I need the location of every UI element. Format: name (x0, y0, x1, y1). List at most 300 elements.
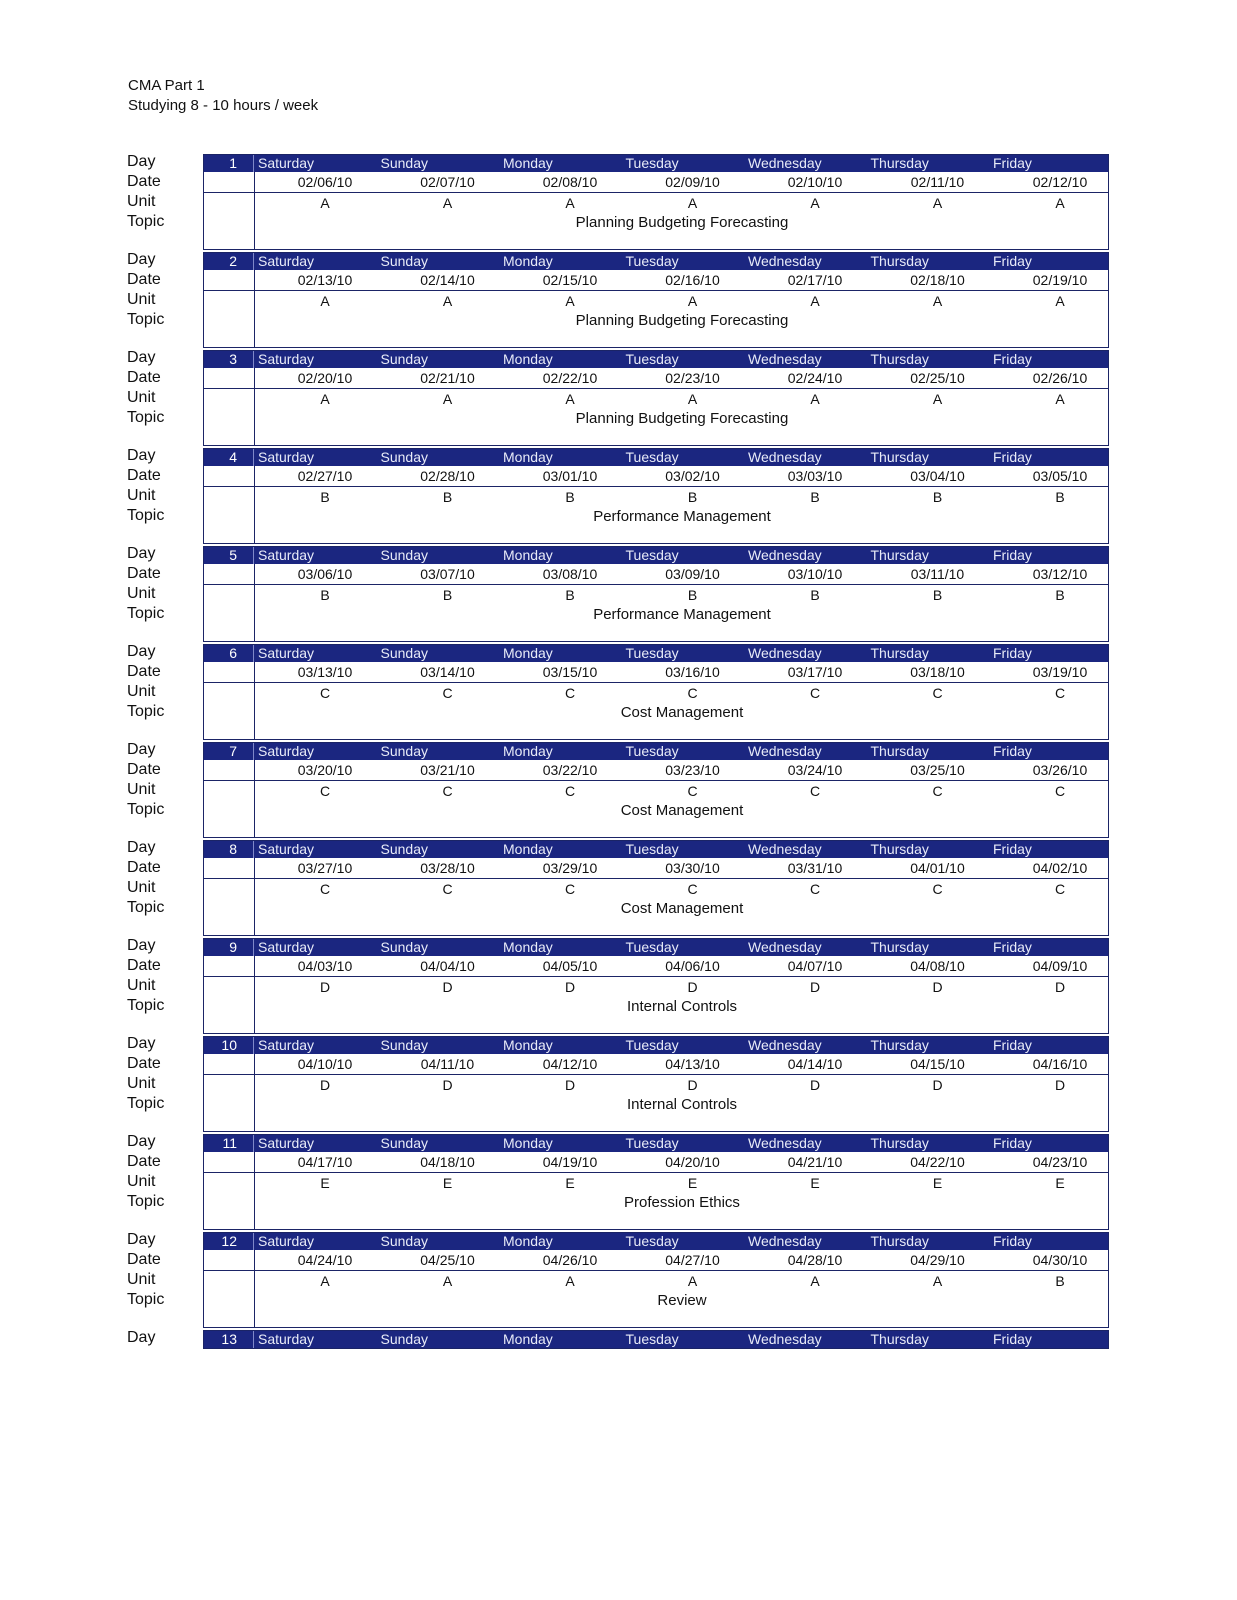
date-cell: 04/13/10 (665, 1056, 720, 1072)
day-header-row (204, 547, 1108, 564)
unit-row (204, 1271, 1108, 1291)
day-name: Wednesday (748, 1233, 822, 1249)
row-label-topic: Topic (127, 213, 165, 230)
date-row (204, 956, 1108, 977)
date-cell: 02/08/10 (542, 174, 598, 190)
day-name: Wednesday (748, 939, 822, 955)
date-cell: 02/24/10 (787, 370, 843, 386)
date-cell: 02/21/10 (420, 370, 475, 386)
week-number: 9 (204, 939, 254, 956)
unit-cell: D (687, 1077, 698, 1093)
week-table (203, 840, 1109, 936)
row-label-day: Day (127, 1329, 156, 1346)
day-name: Sunday (380, 841, 428, 857)
unit-cell: C (809, 685, 821, 701)
topic-text: Cost Management (620, 802, 744, 819)
date-cell: 03/21/10 (420, 762, 475, 778)
topic-text: Profession Ethics (624, 1194, 740, 1211)
day-name: Wednesday (748, 841, 822, 857)
day-name: Tuesday (625, 253, 679, 269)
unit-cell: D (319, 979, 331, 995)
date-cell: 02/16/10 (665, 272, 720, 288)
day-name: Friday (993, 1037, 1032, 1053)
row-label-date: Date (127, 663, 161, 680)
date-cell: 03/25/10 (910, 762, 965, 778)
day-name: Tuesday (625, 547, 679, 563)
unit-cell: E (565, 1175, 575, 1191)
date-cell: 04/27/10 (665, 1252, 720, 1268)
date-cell: 04/15/10 (910, 1056, 965, 1072)
date-cell: 04/23/10 (1032, 1154, 1088, 1170)
unit-cell: A (1055, 391, 1065, 407)
unit-cell: E (1055, 1175, 1065, 1191)
day-name: Tuesday (625, 1135, 679, 1151)
row-label-topic: Topic (127, 507, 165, 524)
unit-row (204, 683, 1108, 703)
unit-cell: A (565, 293, 575, 309)
date-cell: 04/21/10 (787, 1154, 843, 1170)
date-cell: 04/10/10 (297, 1056, 353, 1072)
unit-cell: C (442, 881, 453, 897)
unit-cell: D (442, 979, 453, 995)
day-name: Monday (503, 743, 553, 759)
day-header-row (204, 743, 1108, 760)
unit-cell: B (320, 587, 330, 603)
unit-cell: C (564, 881, 576, 897)
day-name: Monday (503, 1135, 553, 1151)
day-name: Monday (503, 547, 553, 563)
row-label-day: Day (127, 1133, 156, 1150)
day-name: Saturday (258, 939, 315, 955)
unit-cell: A (565, 391, 575, 407)
unit-cell: C (1054, 783, 1066, 799)
date-cell: 03/12/10 (1032, 566, 1088, 582)
date-cell: 03/06/10 (297, 566, 353, 582)
day-name: Friday (993, 547, 1032, 563)
unit-cell: C (442, 783, 453, 799)
date-row (204, 368, 1108, 389)
date-cell: 03/03/10 (787, 468, 843, 484)
day-name: Sunday (380, 253, 428, 269)
row-label-day: Day (127, 937, 156, 954)
row-label-topic: Topic (127, 899, 165, 916)
day-name: Tuesday (625, 743, 679, 759)
unit-cell: B (932, 587, 943, 603)
date-cell: 04/18/10 (420, 1154, 475, 1170)
unit-cell: A (687, 293, 698, 309)
day-name: Friday (993, 253, 1032, 269)
day-name: Friday (993, 841, 1032, 857)
row-label-day: Day (127, 1231, 156, 1248)
day-name: Saturday (258, 1037, 315, 1053)
week-table (203, 1330, 1109, 1349)
day-name: Friday (993, 743, 1032, 759)
row-label-date: Date (127, 859, 161, 876)
day-name: Wednesday (748, 645, 822, 661)
week-number: 1 (204, 155, 254, 172)
unit-cell: E (320, 1175, 330, 1191)
unit-cell: D (687, 979, 698, 995)
day-name: Saturday (258, 351, 315, 367)
unit-cell: A (810, 1273, 820, 1289)
unit-cell: B (442, 489, 453, 505)
day-name: Saturday (258, 449, 315, 465)
day-name: Wednesday (748, 1037, 822, 1053)
unit-cell: C (564, 685, 576, 701)
row-label-unit: Unit (127, 291, 156, 308)
row-label-unit: Unit (127, 389, 156, 406)
day-name: Sunday (380, 645, 428, 661)
unit-cell: A (932, 293, 943, 309)
unit-cell: B (810, 489, 820, 505)
date-cell: 02/27/10 (297, 468, 353, 484)
date-cell: 03/28/10 (420, 860, 475, 876)
row-label-day: Day (127, 447, 156, 464)
unit-cell: C (932, 783, 943, 799)
week-table (203, 742, 1109, 838)
date-cell: 03/24/10 (787, 762, 843, 778)
row-label-unit: Unit (127, 1075, 156, 1092)
unit-cell: C (564, 783, 576, 799)
row-label-date: Date (127, 1153, 161, 1170)
unit-cell: B (1055, 587, 1065, 603)
week-table (203, 938, 1109, 1034)
day-name: Tuesday (625, 351, 679, 367)
unit-row (204, 585, 1108, 605)
unit-cell: B (1055, 489, 1065, 505)
date-cell: 03/14/10 (420, 664, 475, 680)
day-name: Monday (503, 155, 553, 171)
week-number: 11 (204, 1135, 254, 1152)
day-name: Tuesday (625, 1037, 679, 1053)
day-header-row (204, 253, 1108, 270)
day-name: Thursday (870, 1331, 929, 1347)
day-name: Friday (993, 1135, 1032, 1151)
date-cell: 02/28/10 (420, 468, 475, 484)
row-label-day: Day (127, 153, 156, 170)
row-label-date: Date (127, 761, 161, 778)
day-name: Thursday (870, 253, 929, 269)
topic-text: Cost Management (620, 900, 744, 917)
day-name: Thursday (870, 1135, 929, 1151)
unit-cell: D (564, 979, 576, 995)
day-name: Wednesday (748, 547, 822, 563)
day-name: Saturday (258, 1233, 315, 1249)
unit-cell: C (687, 685, 698, 701)
day-name: Friday (993, 1331, 1032, 1347)
date-cell: 04/02/10 (1032, 860, 1088, 876)
document-title: CMA Part 1 (128, 77, 205, 94)
unit-row (204, 291, 1108, 311)
date-cell: 02/07/10 (420, 174, 475, 190)
unit-cell: B (442, 587, 453, 603)
unit-cell: C (319, 881, 331, 897)
row-label-topic: Topic (127, 801, 165, 818)
day-name: Wednesday (748, 351, 822, 367)
unit-cell: C (319, 783, 331, 799)
day-name: Saturday (258, 547, 315, 563)
date-cell: 03/18/10 (910, 664, 965, 680)
unit-row (204, 1173, 1108, 1193)
day-header-row (204, 1331, 1108, 1348)
day-header-row (204, 1233, 1108, 1250)
day-name: Monday (503, 645, 553, 661)
date-cell: 03/04/10 (910, 468, 965, 484)
day-name: Sunday (380, 743, 428, 759)
document-header (128, 76, 318, 116)
date-cell: 04/26/10 (542, 1252, 598, 1268)
day-name: Friday (993, 1233, 1032, 1249)
unit-cell: A (565, 1273, 575, 1289)
day-name: Thursday (870, 351, 929, 367)
date-cell: 04/28/10 (787, 1252, 843, 1268)
row-label-day: Day (127, 1035, 156, 1052)
date-cell: 04/22/10 (910, 1154, 965, 1170)
day-name: Wednesday (748, 1135, 822, 1151)
unit-cell: D (809, 979, 821, 995)
row-label-unit: Unit (127, 585, 156, 602)
unit-cell: A (687, 1273, 698, 1289)
row-label-day: Day (127, 545, 156, 562)
unit-row (204, 781, 1108, 801)
date-cell: 03/07/10 (420, 566, 475, 582)
day-header-row (204, 939, 1108, 956)
unit-cell: C (932, 685, 943, 701)
week-table (203, 154, 1109, 250)
day-header-row (204, 449, 1108, 466)
unit-cell: A (687, 195, 698, 211)
day-name: Thursday (870, 1233, 929, 1249)
day-name: Tuesday (625, 155, 679, 171)
date-cell: 02/15/10 (542, 272, 598, 288)
unit-cell: A (320, 293, 330, 309)
unit-cell: B (932, 489, 943, 505)
date-row (204, 1152, 1108, 1173)
row-label-date: Date (127, 1055, 161, 1072)
unit-cell: B (565, 587, 575, 603)
day-header-row (204, 841, 1108, 858)
row-label-topic: Topic (127, 703, 165, 720)
date-cell: 04/17/10 (297, 1154, 353, 1170)
unit-cell: C (319, 685, 331, 701)
unit-cell: C (1054, 685, 1066, 701)
unit-cell: C (809, 881, 821, 897)
day-name: Friday (993, 939, 1032, 955)
row-label-unit: Unit (127, 1173, 156, 1190)
row-label-day: Day (127, 251, 156, 268)
day-header-row (204, 1135, 1108, 1152)
day-name: Friday (993, 645, 1032, 661)
row-label-day: Day (127, 349, 156, 366)
topic-text: Cost Management (620, 704, 744, 721)
row-label-topic: Topic (127, 311, 165, 328)
date-cell: 03/20/10 (297, 762, 353, 778)
day-name: Monday (503, 1037, 553, 1053)
unit-cell: C (932, 881, 943, 897)
day-name: Monday (503, 351, 553, 367)
topic-text: Planning Budgeting Forecasting (575, 214, 789, 231)
day-name: Saturday (258, 743, 315, 759)
week-number: 3 (204, 351, 254, 368)
day-name: Sunday (380, 1135, 428, 1151)
date-cell: 03/27/10 (297, 860, 353, 876)
unit-cell: C (809, 783, 821, 799)
row-label-date: Date (127, 467, 161, 484)
row-label-unit: Unit (127, 193, 156, 210)
unit-cell: D (564, 1077, 576, 1093)
day-name: Thursday (870, 547, 929, 563)
week-table (203, 1134, 1109, 1230)
date-cell: 03/16/10 (665, 664, 720, 680)
unit-cell: D (932, 979, 943, 995)
unit-cell: D (932, 1077, 943, 1093)
date-cell: 04/12/10 (542, 1056, 598, 1072)
unit-cell: A (932, 391, 943, 407)
date-cell: 02/11/10 (910, 174, 965, 190)
unit-row (204, 487, 1108, 507)
row-label-topic: Topic (127, 1291, 165, 1308)
unit-cell: C (687, 783, 698, 799)
date-cell: 03/26/10 (1032, 762, 1088, 778)
date-row (204, 466, 1108, 487)
row-label-unit: Unit (127, 977, 156, 994)
day-name: Saturday (258, 645, 315, 661)
day-header-row (204, 351, 1108, 368)
day-name: Wednesday (748, 449, 822, 465)
topic-text: Performance Management (593, 508, 771, 525)
date-cell: 02/20/10 (297, 370, 353, 386)
date-cell: 03/29/10 (542, 860, 598, 876)
row-label-topic: Topic (127, 605, 165, 622)
day-name: Tuesday (625, 1233, 679, 1249)
date-cell: 04/14/10 (787, 1056, 843, 1072)
date-cell: 02/23/10 (665, 370, 720, 386)
date-cell: 02/10/10 (787, 174, 843, 190)
unit-cell: B (687, 587, 698, 603)
row-label-date: Date (127, 1251, 161, 1268)
unit-cell: E (932, 1175, 943, 1191)
topic-text: Internal Controls (626, 998, 738, 1015)
day-name: Thursday (870, 939, 929, 955)
week-number: 6 (204, 645, 254, 662)
unit-cell: A (1055, 195, 1065, 211)
date-cell: 04/03/10 (297, 958, 353, 974)
day-name: Saturday (258, 841, 315, 857)
date-cell: 03/09/10 (665, 566, 720, 582)
date-cell: 02/12/10 (1032, 174, 1088, 190)
day-name: Thursday (870, 155, 929, 171)
unit-cell: B (810, 587, 820, 603)
unit-cell: A (810, 195, 820, 211)
date-cell: 03/19/10 (1032, 664, 1088, 680)
day-name: Saturday (258, 253, 315, 269)
date-cell: 03/23/10 (665, 762, 720, 778)
row-label-topic: Topic (127, 1193, 165, 1210)
date-cell: 04/30/10 (1032, 1252, 1088, 1268)
row-label-unit: Unit (127, 1271, 156, 1288)
topic-text: Review (657, 1292, 707, 1309)
day-name: Tuesday (625, 1331, 679, 1347)
week-number: 7 (204, 743, 254, 760)
row-label-day: Day (127, 643, 156, 660)
week-number: 10 (204, 1037, 254, 1054)
date-cell: 03/30/10 (665, 860, 720, 876)
row-label-date: Date (127, 565, 161, 582)
date-cell: 02/14/10 (420, 272, 475, 288)
row-label-day: Day (127, 741, 156, 758)
topic-text: Performance Management (593, 606, 771, 623)
date-row (204, 662, 1108, 683)
date-cell: 02/09/10 (665, 174, 720, 190)
day-name: Sunday (380, 351, 428, 367)
date-row (204, 172, 1108, 193)
week-number: 5 (204, 547, 254, 564)
unit-cell: D (1054, 979, 1066, 995)
date-cell: 03/08/10 (542, 566, 598, 582)
unit-cell: A (442, 293, 453, 309)
day-name: Sunday (380, 1233, 428, 1249)
day-name: Thursday (870, 645, 929, 661)
day-name: Thursday (870, 1037, 929, 1053)
unit-row (204, 977, 1108, 997)
unit-cell: E (687, 1175, 698, 1191)
day-name: Monday (503, 939, 553, 955)
week-table (203, 448, 1109, 544)
day-header-row (204, 1037, 1108, 1054)
day-name: Monday (503, 841, 553, 857)
unit-cell: D (1054, 1077, 1066, 1093)
day-name: Friday (993, 449, 1032, 465)
week-number: 4 (204, 449, 254, 466)
week-number: 8 (204, 841, 254, 858)
week-table (203, 252, 1109, 348)
day-name: Friday (993, 351, 1032, 367)
day-header-row (204, 155, 1108, 172)
day-name: Tuesday (625, 939, 679, 955)
date-cell: 04/08/10 (910, 958, 965, 974)
unit-cell: A (442, 1273, 453, 1289)
week-table (203, 350, 1109, 446)
date-cell: 04/25/10 (420, 1252, 475, 1268)
week-table (203, 546, 1109, 642)
topic-text: Internal Controls (626, 1096, 738, 1113)
day-name: Wednesday (748, 253, 822, 269)
unit-cell: A (320, 195, 330, 211)
row-label-date: Date (127, 173, 161, 190)
date-cell: 03/01/10 (542, 468, 598, 484)
day-name: Sunday (380, 939, 428, 955)
week-number: 2 (204, 253, 254, 270)
week-table (203, 644, 1109, 740)
date-cell: 02/13/10 (297, 272, 353, 288)
day-name: Sunday (380, 155, 428, 171)
week-table (203, 1036, 1109, 1132)
row-label-unit: Unit (127, 683, 156, 700)
unit-cell: B (1055, 1273, 1065, 1289)
date-cell: 03/13/10 (297, 664, 353, 680)
unit-cell: D (442, 1077, 453, 1093)
date-cell: 04/07/10 (787, 958, 843, 974)
row-label-topic: Topic (127, 997, 165, 1014)
unit-cell: A (320, 1273, 330, 1289)
date-cell: 04/04/10 (420, 958, 475, 974)
unit-cell: B (565, 489, 575, 505)
date-cell: 03/10/10 (787, 566, 843, 582)
unit-cell: E (810, 1175, 820, 1191)
day-name: Sunday (380, 547, 428, 563)
date-cell: 04/29/10 (910, 1252, 965, 1268)
date-row (204, 858, 1108, 879)
